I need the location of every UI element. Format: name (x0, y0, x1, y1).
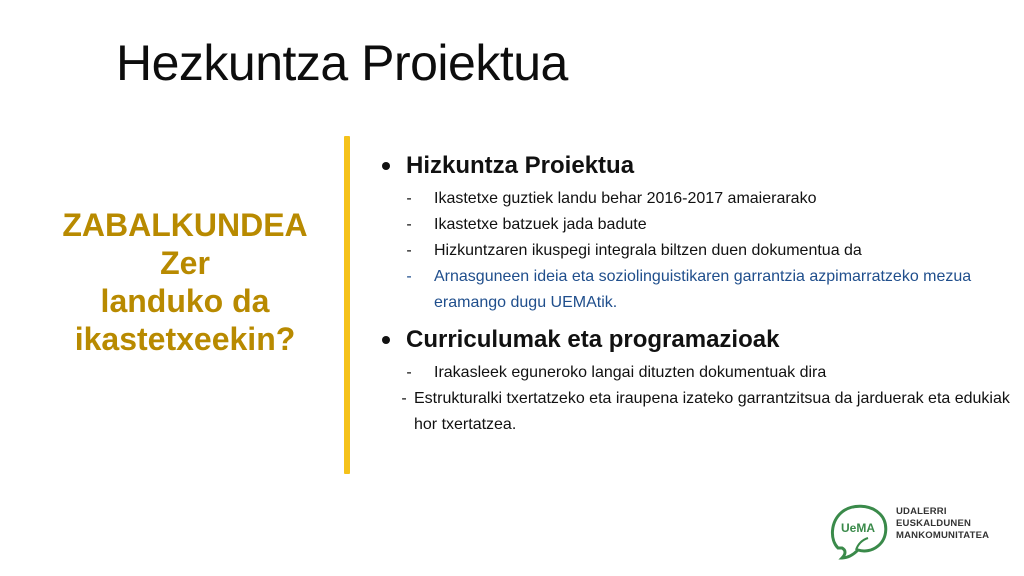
section-heading (372, 320, 1012, 360)
dash-marker: - (401, 390, 407, 407)
section-hizkuntza-proiektua (372, 146, 1012, 316)
list-item (372, 186, 1012, 212)
dash-marker: - (406, 242, 412, 259)
list-item-highlighted (372, 264, 1012, 316)
content-area (372, 146, 1012, 438)
logo-line-2: EUSKALDUNEN (896, 518, 972, 529)
dash-marker: - (406, 268, 412, 285)
list-item (372, 212, 1012, 238)
list-item (372, 238, 1012, 264)
section-heading-text: Hizkuntza Proiektua (406, 152, 635, 179)
list-item (372, 360, 1012, 386)
logo-line-1: UDALERRI (896, 506, 947, 517)
slide-title: Hezkuntza Proiektua (116, 35, 568, 91)
section-curriculumak (372, 320, 1012, 438)
left-heading-block (40, 206, 330, 358)
left-heading-line-4: ikastetxeekin? (74, 321, 296, 357)
left-heading-line-1: ZABALKUNDEA (62, 207, 308, 243)
section-heading (372, 146, 1012, 186)
section-item-list (372, 360, 1012, 438)
list-item-text: Arnasguneen ideia eta soziolinguistikaren garrantzia azpimarratzeko mezua eramango dugu UEMAtik. (434, 268, 972, 311)
dash-marker: - (406, 364, 412, 381)
uema-logo (826, 500, 1006, 560)
list-item-text: Ikastetxe batzuek jada badute (434, 216, 647, 233)
list-item-text: Irakasleek eguneroko langai dituzten dokumentuak dira (434, 364, 827, 381)
list-item-text: Ikastetxe guztiek landu behar 2016-2017 amaierarako (434, 190, 817, 207)
logo-wordmark (896, 506, 989, 542)
list-item (372, 386, 1012, 438)
dash-marker: - (406, 190, 412, 207)
accent-divider-bar (344, 136, 350, 474)
logo-mark-text: UeMA (840, 521, 876, 535)
list-item-text: Estrukturalki txertatzeko eta iraupena izateko garrantzitsua da jarduerak eta edukiak hor txertatzea. (414, 390, 1010, 433)
bullet-dot-icon (382, 162, 390, 170)
list-item-text: Hizkuntzaren ikuspegi integrala biltzen duen dokumentua da (434, 242, 862, 259)
uema-logo-mark-icon (826, 500, 890, 560)
left-heading-line-3: landuko da (100, 283, 270, 319)
bullet-dot-icon (382, 336, 390, 344)
section-item-list (372, 186, 1012, 316)
logo-line-3: MANKOMUNITATEA (896, 530, 990, 541)
dash-marker: - (406, 216, 412, 233)
section-heading-text: Curriculumak eta programazioak (406, 326, 780, 353)
left-heading-line-2: Zer (160, 245, 210, 281)
